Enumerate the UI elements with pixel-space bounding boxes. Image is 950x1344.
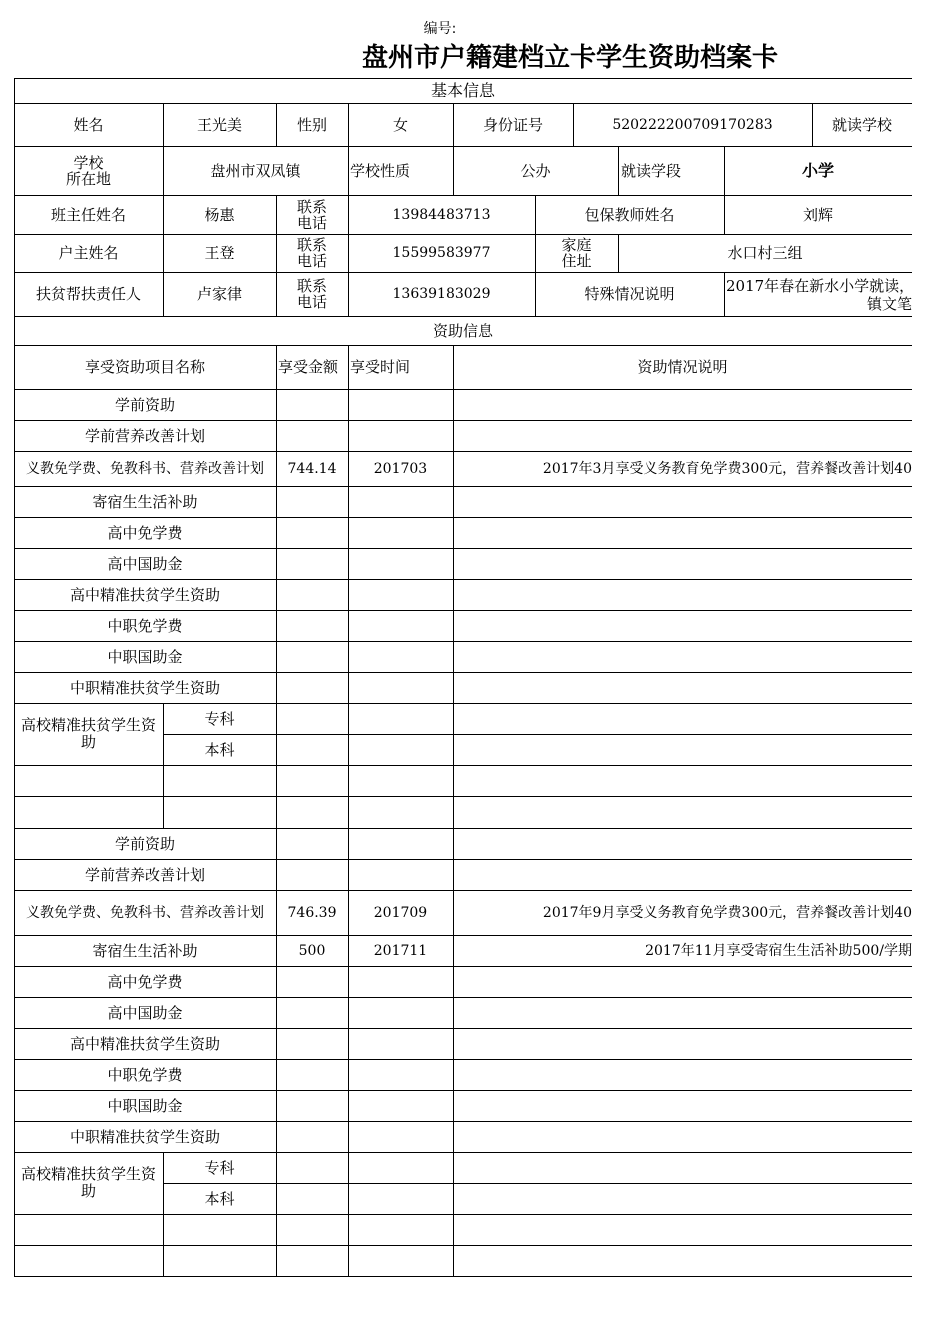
grid-line: [14, 796, 912, 797]
col-item-header: 享受资助项目名称: [84, 358, 205, 376]
aid-item-name: 学前资助: [114, 834, 175, 853]
aid-time: [348, 517, 453, 548]
aid-amount: 744.14: [287, 460, 337, 477]
aid-amount: [276, 859, 348, 890]
grid-line: [163, 1245, 164, 1276]
aid-item-name: 中职国助金: [107, 647, 183, 666]
serial-label: 编号:: [423, 21, 457, 37]
aid-amount: [276, 828, 348, 859]
aid-note: [453, 579, 912, 610]
poverty-officer-value: 卢家律: [196, 285, 242, 303]
head-teacher-label: 班主任姓名: [50, 205, 126, 224]
aid-item-name: 高中国助金: [107, 554, 183, 573]
college-sub-bachelor: 本科: [204, 740, 235, 759]
aid-time: [348, 859, 453, 890]
aid-time: [348, 966, 453, 997]
aid-item-name: 中职免学费: [107, 1065, 183, 1084]
aid-note: [453, 1059, 912, 1090]
aid-amount: 500: [298, 942, 326, 959]
aid-note: [453, 517, 912, 548]
aid-amount: [276, 1090, 348, 1121]
aid-item-name: 学前营养改善计划: [84, 865, 205, 884]
aid-amount: [276, 517, 348, 548]
section-aid-title: 资助信息: [432, 321, 493, 340]
aid-item-name: 学前资助: [114, 395, 175, 414]
section-basic-title: 基本信息: [430, 80, 495, 100]
grid-line: [724, 272, 725, 316]
aid-note: [453, 828, 912, 859]
aid-item-name: 高中精准扶贫学生资助: [69, 585, 220, 604]
aid-item-name: 高中免学费: [107, 972, 183, 991]
aid-amount: [276, 579, 348, 610]
grid-line: [453, 1245, 454, 1276]
poverty-officer-contact-label: 联系 电话: [296, 277, 327, 311]
college-aid-label: 高校精准扶贫学生资助: [20, 716, 156, 751]
aid-note: [453, 641, 912, 672]
aid-time: 201709: [373, 904, 428, 921]
grid-line: [348, 146, 349, 195]
aid-note: [453, 966, 912, 997]
aid-amount: [276, 548, 348, 579]
aid-time: [348, 828, 453, 859]
grid-line: [14, 1214, 912, 1215]
aid-item-name: 高中免学费: [107, 523, 183, 542]
aid-note: 2017年3月享受义务教育免学费300元，营养餐改善计划40: [542, 460, 912, 477]
aid-amount: [276, 1028, 348, 1059]
aid-note: [453, 672, 912, 703]
page-title: 盘州市户籍建档立卡学生资助档案卡: [361, 43, 778, 73]
grid-line: [276, 796, 277, 828]
aid-time: [348, 1028, 453, 1059]
aid-note: [453, 859, 912, 890]
grid-line: [348, 345, 349, 389]
school-location-value: 盘州市双凤镇: [210, 161, 301, 180]
head-teacher-contact-label: 联系 电话: [296, 197, 327, 232]
grid-line: [163, 796, 164, 828]
support-teacher-value: 刘辉: [802, 205, 833, 224]
grid-line: [14, 765, 912, 766]
aid-amount: 746.39: [287, 904, 337, 921]
aid-note: [453, 389, 912, 420]
aid-amount: [276, 1121, 348, 1152]
aid-time: [348, 1059, 453, 1090]
aid-time: [348, 641, 453, 672]
college-aid-label: 高校精准扶贫学生资助: [20, 1165, 156, 1200]
col-time-header: 享受时间: [350, 358, 411, 376]
aid-time: [348, 610, 453, 641]
aid-note: [453, 1028, 912, 1059]
address-value: 水口村三组: [727, 244, 803, 262]
aid-amount: [276, 389, 348, 420]
id-label: 身份证号: [482, 115, 543, 134]
aid-amount: [276, 610, 348, 641]
grid-line: [276, 345, 277, 389]
aid-time: 201703: [373, 460, 428, 477]
aid-time: [348, 1090, 453, 1121]
aid-time: [348, 389, 453, 420]
school-type-label: 学校性质: [350, 161, 411, 180]
aid-time: [348, 548, 453, 579]
aid-item-name: 义教免学费、免教科书、营养改善计划: [26, 904, 264, 921]
college-sub-bachelor: 本科: [204, 1189, 235, 1208]
head-teacher-phone: 13984483713: [392, 206, 491, 223]
householder-value: 王登: [204, 244, 235, 262]
aid-item-name: 中职精准扶贫学生资助: [69, 1127, 220, 1146]
aid-amount: [276, 1059, 348, 1090]
gender-label: 性别: [296, 115, 327, 134]
grid-line: [348, 1245, 349, 1276]
aid-item-name: 中职免学费: [107, 616, 183, 635]
grid-line: [453, 765, 454, 796]
grid-line: [348, 765, 349, 796]
grid-line: [276, 1245, 277, 1276]
aid-item-name: 义教免学费、免教科书、营养改善计划: [26, 460, 264, 477]
grid-line: [348, 1214, 349, 1245]
grid-line: [276, 1214, 277, 1245]
grid-line: [348, 796, 349, 828]
school-location-label: 学校 所在地: [65, 153, 111, 188]
householder-contact-label: 联系 电话: [296, 236, 327, 270]
special-label: 特殊情况说明: [584, 285, 675, 303]
special-note-line1: 2017年春在新水小学就读，: [726, 277, 915, 295]
aid-item-name: 中职精准扶贫学生资助: [69, 678, 220, 697]
aid-note: [453, 548, 912, 579]
stage-value: 小学: [801, 160, 834, 180]
householder-phone: 15599583977: [392, 245, 491, 261]
stage-label: 就读学段: [621, 161, 682, 180]
name-label: 姓名: [73, 115, 104, 134]
grid-line: [163, 765, 164, 796]
aid-note: [453, 1121, 912, 1152]
grid-line: [453, 1152, 454, 1214]
aid-amount: [276, 966, 348, 997]
aid-time: [348, 579, 453, 610]
aid-time: [348, 420, 453, 451]
id-value: 520222200709170283: [612, 116, 773, 133]
aid-note: 2017年11月享受寄宿生生活补助500/学期: [645, 942, 912, 959]
aid-item-name: 学前营养改善计划: [84, 426, 205, 445]
col-amount-header: 享受金额: [278, 358, 339, 376]
grid-line: [276, 703, 277, 765]
college-sub-junior: 专科: [204, 709, 235, 728]
aid-item-name: 中职国助金: [107, 1096, 183, 1115]
aid-time: [348, 1121, 453, 1152]
support-teacher-label: 包保教师姓名: [584, 205, 675, 224]
aid-time: [348, 672, 453, 703]
aid-time: [348, 997, 453, 1028]
aid-note: [453, 1090, 912, 1121]
grid-line: [453, 1214, 454, 1245]
grid-line: [453, 703, 454, 765]
grid-line: [348, 703, 349, 765]
aid-amount: [276, 420, 348, 451]
aid-item-name: 高中精准扶贫学生资助: [69, 1034, 220, 1053]
address-label: 家庭 住址: [561, 236, 592, 270]
aid-amount: [276, 486, 348, 517]
householder-label: 户主姓名: [58, 244, 119, 262]
aid-note: [453, 420, 912, 451]
grid-line: [14, 1245, 912, 1246]
aid-amount: [276, 672, 348, 703]
aid-time: [348, 486, 453, 517]
special-note-line2: 镇文笔: [866, 295, 912, 313]
aid-item-name: 寄宿生生活补助: [92, 492, 198, 511]
gender-value: 女: [392, 115, 408, 134]
aid-note: [453, 610, 912, 641]
grid-line: [348, 1152, 349, 1214]
head-teacher-value: 杨惠: [204, 205, 235, 224]
grid-line: [276, 1152, 277, 1214]
aid-note: [453, 997, 912, 1028]
school-label: 就读学校: [831, 115, 892, 134]
col-note-header: 资助情况说明: [637, 358, 728, 376]
aid-amount: [276, 641, 348, 672]
aid-time: 201711: [373, 942, 428, 959]
grid-line: [163, 1214, 164, 1245]
grid-line: [276, 765, 277, 796]
aid-note: [453, 486, 912, 517]
grid-line: [14, 1276, 912, 1277]
poverty-officer-label: 扶贫帮扶责任人: [35, 285, 141, 303]
college-sub-junior: 专科: [204, 1158, 235, 1177]
grid-line: [453, 796, 454, 828]
aid-amount: [276, 997, 348, 1028]
name-value: 王光美: [196, 115, 242, 134]
poverty-officer-phone: 13639183029: [392, 286, 491, 302]
aid-item-name: 寄宿生生活补助: [92, 941, 198, 960]
school-type-value: 公办: [520, 161, 551, 180]
aid-item-name: 高中国助金: [107, 1003, 183, 1022]
grid-line: [618, 146, 619, 195]
aid-note: 2017年9月享受义务教育免学费300元，营养餐改善计划40: [542, 904, 912, 921]
